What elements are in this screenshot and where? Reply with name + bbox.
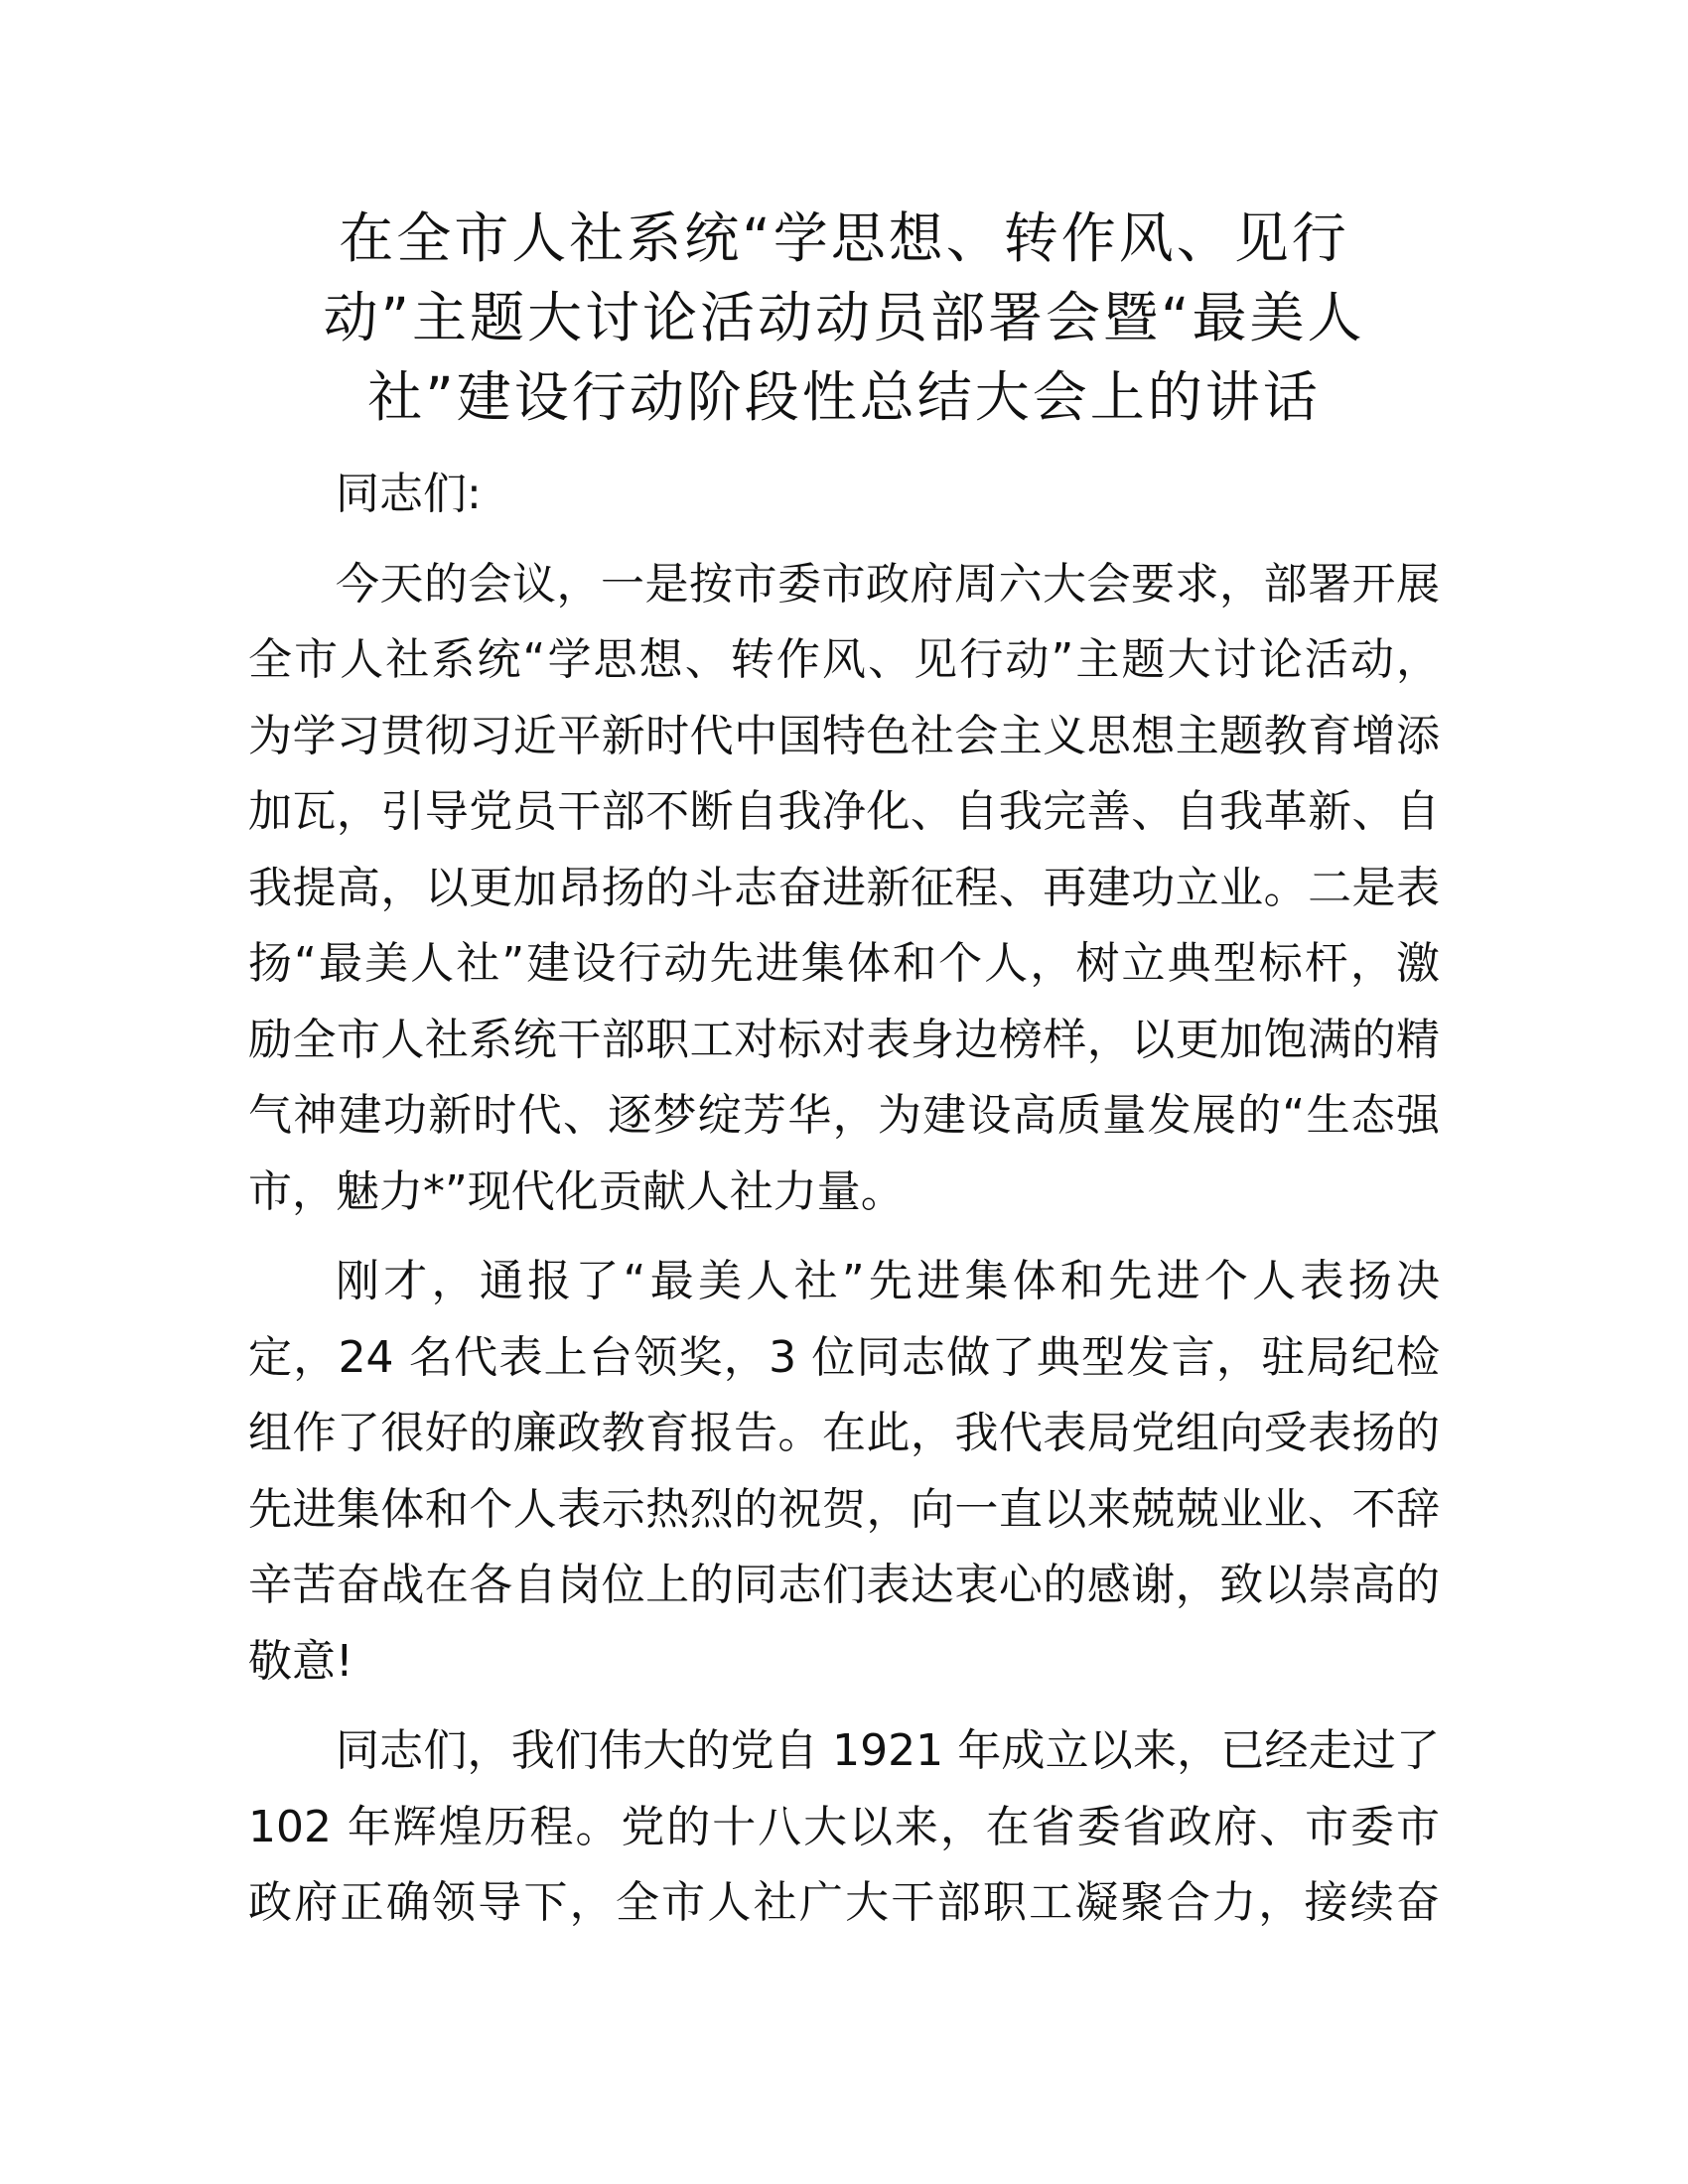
text-line: 为学习贯彻习近平新时代中国特色社会主义思想主题教育增添 [248,710,1440,761]
title-line: 动”主题大讨论活动动员部署会暨“最美人 [323,286,1365,349]
text-line: 敬意! [248,1635,353,1687]
title-line: 社”建设行动阶段性总结大会上的讲话 [367,365,1321,429]
document-title [248,199,1440,437]
text-line: 市，魅力*”现代化贡献人社力量。 [248,1165,905,1217]
text-line: 组作了很好的廉政教育报告。在此，我代表局党组向受表扬的 [248,1408,1440,1458]
text-line: 同志们，我们伟大的党自 1921 年成立以来，已经走过了 [336,1725,1440,1776]
text-line: 政府正确领导下，全市人社广大干部职工凝聚合力，接续奋 [248,1877,1440,1928]
body-paragraph [248,1713,1440,1942]
text-line: 今天的会议，一是按市委市政府周六大会要求，部署开展 [336,558,1440,610]
salutation-paragraph [248,457,1440,533]
text-line: 先进集体和个人表示热烈的祝贺，向一直以来兢兢业业、不辞 [248,1483,1440,1535]
text-line: 扬“最美人社”建设行动先进集体和个人，树立典型标杆，激 [248,938,1440,989]
text-line: 加瓦，引导党员干部不断自我净化、自我完善、自我革新、自 [248,786,1440,837]
title-line: 在全市人社系统“学思想、转作风、见行 [339,206,1349,270]
text-line: 辛苦奋战在各自岗位上的同志们表达衷心的感谢，致以崇高的 [248,1560,1440,1610]
body-paragraph [248,1244,1440,1700]
text-line: 定，24 名代表上台领奖，3 位同志做了典型发言，驻局纪检 [248,1331,1440,1383]
text-line: 全市人社系统“学思想、转作风、见行动”主题大讨论活动， [248,634,1440,685]
text-line: 同志们: [336,469,482,519]
body-paragraph [248,547,1440,1231]
text-line: 励全市人社系统干部职工对标对表身边榜样，以更加饱满的精 [248,1014,1440,1065]
text-line: 气神建功新时代、逐梦绽芳华，为建设高质量发展的“生态强 [248,1090,1440,1141]
document-body [248,457,1440,1956]
text-line: 102 年辉煌历程。党的十八大以来，在省委省政府、市委市 [248,1801,1440,1852]
text-line: 我提高，以更加昂扬的斗志奋进新征程、再建功立业。二是表 [248,862,1440,913]
text-line: 刚才，通报了“最美人社”先进集体和先进个人表扬决 [336,1256,1440,1306]
